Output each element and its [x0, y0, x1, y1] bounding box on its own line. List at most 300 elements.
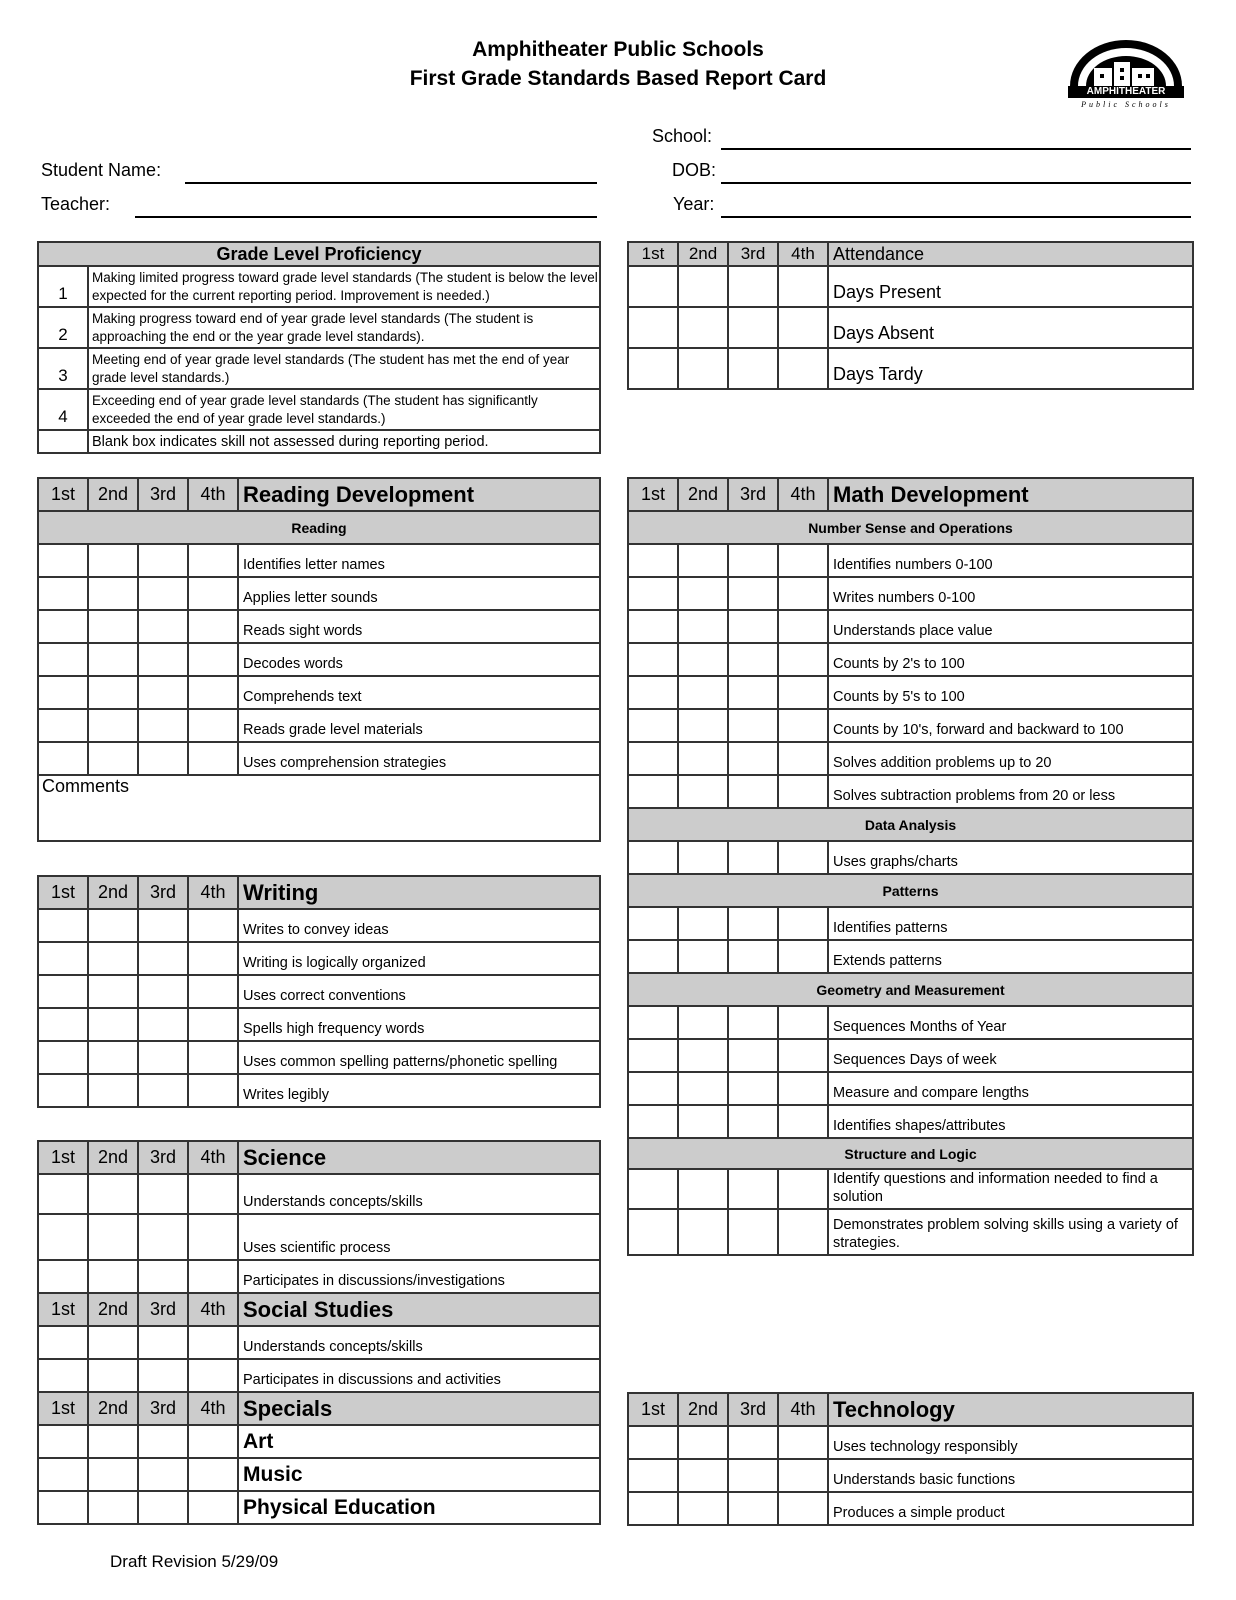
- grade-cell[interactable]: [778, 1006, 828, 1039]
- grade-cell[interactable]: [188, 577, 238, 610]
- school-name: Amphitheater Public Schools: [472, 38, 764, 61]
- quarter-header: 4th: [188, 478, 238, 511]
- quarter-header: 2nd: [88, 1293, 138, 1326]
- skill-label: Identify questions and information needed to find a solution: [828, 1169, 1193, 1209]
- grade-cell[interactable]: [38, 942, 88, 975]
- grade-cell[interactable]: [778, 577, 828, 610]
- year-input-line[interactable]: [721, 216, 1191, 218]
- grade-cell[interactable]: [778, 1072, 828, 1105]
- grade-cell[interactable]: [188, 610, 238, 643]
- grade-cell[interactable]: [138, 1458, 188, 1491]
- grade-cell[interactable]: [628, 709, 678, 742]
- grade-cell[interactable]: [678, 775, 728, 808]
- grade-cell[interactable]: [38, 1008, 88, 1041]
- quarter-header: 3rd: [728, 478, 778, 511]
- quarter-header: 4th: [188, 1293, 238, 1326]
- grade-cell[interactable]: [778, 610, 828, 643]
- grade-cell[interactable]: [188, 1359, 238, 1392]
- grade-cell[interactable]: [778, 775, 828, 808]
- grade-cell[interactable]: [38, 1458, 88, 1491]
- grade-cell[interactable]: [38, 577, 88, 610]
- grade-cell[interactable]: [188, 1214, 238, 1260]
- grade-cell[interactable]: [628, 610, 678, 643]
- school-label: School:: [652, 126, 713, 146]
- grade-cell[interactable]: [678, 1169, 728, 1209]
- teacher-input-line[interactable]: [135, 216, 597, 218]
- skill-label: Sequences Days of week: [828, 1039, 1193, 1072]
- grade-cell[interactable]: [778, 643, 828, 676]
- grade-cell[interactable]: [728, 1459, 778, 1492]
- grade-cell[interactable]: [138, 1425, 188, 1458]
- skill-label: Identifies letter names: [238, 544, 600, 577]
- grade-cell[interactable]: [38, 1425, 88, 1458]
- grade-cell[interactable]: [138, 1074, 188, 1107]
- grade-cell[interactable]: [138, 1214, 188, 1260]
- skill-label: Writes legibly: [238, 1074, 600, 1107]
- attendance-title: Attendance: [828, 242, 1193, 266]
- math-subheader: Structure and Logic: [628, 1138, 1193, 1169]
- grade-cell[interactable]: [628, 907, 678, 940]
- grade-cell[interactable]: [38, 676, 88, 709]
- grade-cell[interactable]: [88, 1260, 138, 1293]
- grade-cell[interactable]: [778, 742, 828, 775]
- math-subheader: Data Analysis: [628, 808, 1193, 841]
- skill-label: Writes numbers 0-100: [828, 577, 1193, 610]
- quarter-header: 3rd: [138, 876, 188, 909]
- grade-cell[interactable]: [138, 643, 188, 676]
- quarter-header: 1st: [628, 478, 678, 511]
- quarter-header: 1st: [38, 1293, 88, 1326]
- grade-cell[interactable]: [188, 676, 238, 709]
- draft-revision: Draft Revision 5/29/09: [110, 1552, 279, 1571]
- grade-cell[interactable]: [138, 909, 188, 942]
- district-logo: [1064, 38, 1188, 112]
- grade-cell[interactable]: [678, 676, 728, 709]
- proficiency-level-number: 2: [38, 307, 88, 348]
- skill-label: Identifies shapes/attributes: [828, 1105, 1193, 1138]
- grade-cell[interactable]: [628, 577, 678, 610]
- grade-cell[interactable]: [778, 1426, 828, 1459]
- grade-cell[interactable]: [38, 1074, 88, 1107]
- grade-cell[interactable]: [678, 610, 728, 643]
- grade-cell[interactable]: [628, 676, 678, 709]
- grade-cell[interactable]: [678, 907, 728, 940]
- grade-cell[interactable]: [88, 1174, 138, 1214]
- reading-comments-box[interactable]: [38, 775, 600, 841]
- grade-cell[interactable]: [88, 610, 138, 643]
- grade-cell[interactable]: [778, 1039, 828, 1072]
- skill-label: Uses comprehension strategies: [238, 742, 600, 775]
- proficiency-title: Grade Level Proficiency: [38, 242, 600, 266]
- science-title: Science: [238, 1141, 600, 1174]
- grade-cell[interactable]: [138, 1008, 188, 1041]
- grade-cell[interactable]: [628, 742, 678, 775]
- grade-cell[interactable]: [138, 1041, 188, 1074]
- skill-label: Writes to convey ideas: [238, 909, 600, 942]
- grade-cell[interactable]: [678, 643, 728, 676]
- grade-cell[interactable]: [778, 1492, 828, 1525]
- grade-cell[interactable]: [728, 1169, 778, 1209]
- skill-label: Participates in discussions/investigations: [238, 1260, 600, 1293]
- quarter-header: 1st: [38, 478, 88, 511]
- skill-label: Uses common spelling patterns/phonetic spelling: [238, 1041, 600, 1074]
- grade-cell[interactable]: [138, 544, 188, 577]
- grade-cell[interactable]: [628, 643, 678, 676]
- grade-cell[interactable]: [678, 709, 728, 742]
- quarter-header: 1st: [38, 1141, 88, 1174]
- skill-label: Extends patterns: [828, 940, 1193, 973]
- grade-cell[interactable]: [38, 643, 88, 676]
- grade-cell[interactable]: [628, 1459, 678, 1492]
- grade-cell[interactable]: [728, 775, 778, 808]
- grade-cell[interactable]: [138, 1359, 188, 1392]
- grade-cell[interactable]: [678, 1459, 728, 1492]
- quarter-header: 2nd: [88, 478, 138, 511]
- grade-cell[interactable]: [38, 610, 88, 643]
- quarter-header: 3rd: [138, 1141, 188, 1174]
- grade-cell[interactable]: [778, 1459, 828, 1492]
- science-social-specials-table: [37, 1140, 601, 1525]
- grade-cell[interactable]: [678, 742, 728, 775]
- attendance-row-label: Days Absent: [828, 307, 1193, 348]
- grade-cell[interactable]: [188, 1260, 238, 1293]
- quarter-header: 1st: [38, 876, 88, 909]
- grade-cell[interactable]: [728, 1105, 778, 1138]
- logo-subtext: Public Schools: [1081, 100, 1171, 109]
- grade-cell[interactable]: [678, 1072, 728, 1105]
- grade-cell[interactable]: [678, 577, 728, 610]
- quarter-header: 2nd: [88, 1141, 138, 1174]
- quarter-header: 2nd: [88, 876, 138, 909]
- grade-cell[interactable]: [88, 577, 138, 610]
- grade-cell[interactable]: [778, 1169, 828, 1209]
- grade-cell[interactable]: [88, 1008, 138, 1041]
- skill-label: Writing is logically organized: [238, 942, 600, 975]
- proficiency-level-number: 4: [38, 389, 88, 430]
- skill-label: Decodes words: [238, 643, 600, 676]
- grade-cell[interactable]: [138, 676, 188, 709]
- grade-cell[interactable]: [728, 1492, 778, 1525]
- quarter-header: 4th: [188, 1392, 238, 1425]
- proficiency-level-text: Meeting end of year grade level standards (The student has met the end of year grade level standards.): [88, 348, 600, 389]
- grade-cell[interactable]: [138, 1491, 188, 1524]
- proficiency-level-number: 3: [38, 348, 88, 389]
- special-subject-label: Physical Education: [238, 1491, 600, 1524]
- grade-cell[interactable]: [88, 742, 138, 775]
- skill-label: Identifies patterns: [828, 907, 1193, 940]
- grade-cell[interactable]: [38, 1359, 88, 1392]
- grade-cell[interactable]: [628, 1072, 678, 1105]
- special-subject-label: Music: [238, 1458, 600, 1491]
- grade-cell[interactable]: [88, 1425, 138, 1458]
- grade-cell[interactable]: [188, 1074, 238, 1107]
- quarter-header: 1st: [628, 1393, 678, 1426]
- grade-cell[interactable]: [728, 643, 778, 676]
- grade-cell[interactable]: [778, 1209, 828, 1255]
- grade-cell[interactable]: [188, 1041, 238, 1074]
- grade-cell[interactable]: [628, 775, 678, 808]
- grade-cell[interactable]: [728, 1072, 778, 1105]
- grade-cell[interactable]: [778, 940, 828, 973]
- skill-label: Sequences Months of Year: [828, 1006, 1193, 1039]
- grade-cell[interactable]: [38, 1041, 88, 1074]
- grade-cell[interactable]: [728, 841, 778, 874]
- grade-cell[interactable]: [628, 1169, 678, 1209]
- grade-cell[interactable]: [88, 1491, 138, 1524]
- grade-cell[interactable]: [188, 1491, 238, 1524]
- grade-cell[interactable]: [678, 1492, 728, 1525]
- grade-cell[interactable]: [38, 909, 88, 942]
- skill-label: Applies letter sounds: [238, 577, 600, 610]
- grade-cell[interactable]: [88, 909, 138, 942]
- student-name-input-line[interactable]: [185, 182, 597, 184]
- quarter-header: 3rd: [138, 1392, 188, 1425]
- grade-cell[interactable]: [678, 1006, 728, 1039]
- math-title: Math Development: [828, 478, 1193, 511]
- grade-cell[interactable]: [778, 348, 828, 389]
- quarter-header: 3rd: [728, 242, 778, 266]
- skill-label: Counts by 2's to 100: [828, 643, 1193, 676]
- grade-cell[interactable]: [678, 348, 728, 389]
- skill-label: Reads sight words: [238, 610, 600, 643]
- grade-cell[interactable]: [38, 1260, 88, 1293]
- grade-cell[interactable]: [728, 1426, 778, 1459]
- skill-label: Understands concepts/skills: [238, 1174, 600, 1214]
- grade-cell[interactable]: [728, 544, 778, 577]
- math-subheader: Geometry and Measurement: [628, 973, 1193, 1006]
- grade-cell[interactable]: [38, 544, 88, 577]
- grade-cell[interactable]: [628, 1209, 678, 1255]
- skill-label: Counts by 5's to 100: [828, 676, 1193, 709]
- grade-cell[interactable]: [778, 266, 828, 307]
- attendance-row-label: Days Tardy: [828, 348, 1193, 389]
- comments-label: Comments: [42, 776, 130, 796]
- grade-cell[interactable]: [678, 1426, 728, 1459]
- specials-title: Specials: [238, 1392, 600, 1425]
- grade-cell[interactable]: [678, 266, 728, 307]
- reading-table: [37, 477, 601, 842]
- grade-cell[interactable]: [728, 1039, 778, 1072]
- grade-cell[interactable]: [678, 307, 728, 348]
- skill-label: Reads grade level materials: [238, 709, 600, 742]
- grade-cell[interactable]: [188, 1174, 238, 1214]
- grade-cell[interactable]: [138, 742, 188, 775]
- math-table: [627, 477, 1194, 1256]
- quarter-header: 1st: [628, 242, 678, 266]
- dob-label: DOB:: [672, 160, 717, 180]
- grade-cell[interactable]: [38, 709, 88, 742]
- grade-cell[interactable]: [88, 1214, 138, 1260]
- technology-table: [627, 1392, 1194, 1526]
- skill-label: Solves addition problems up to 20: [828, 742, 1193, 775]
- grade-cell[interactable]: [188, 975, 238, 1008]
- grade-cell[interactable]: [628, 1039, 678, 1072]
- grade-cell[interactable]: [678, 841, 728, 874]
- grade-cell[interactable]: [88, 709, 138, 742]
- attendance-table: [627, 241, 1194, 390]
- grade-cell[interactable]: [778, 907, 828, 940]
- grade-cell[interactable]: [38, 742, 88, 775]
- grade-cell[interactable]: [88, 1074, 138, 1107]
- skill-label: Measure and compare lengths: [828, 1072, 1193, 1105]
- quarter-header: 3rd: [138, 1293, 188, 1326]
- grade-cell[interactable]: [88, 1326, 138, 1359]
- proficiency-level-text: Making limited progress toward grade level standards (The student is below the level expected for the current reporting period. Improvement is needed.): [88, 266, 600, 307]
- skill-label: Uses correct conventions: [238, 975, 600, 1008]
- school-input-line[interactable]: [721, 148, 1191, 150]
- grade-cell[interactable]: [138, 577, 188, 610]
- grade-cell[interactable]: [778, 307, 828, 348]
- grade-cell[interactable]: [778, 544, 828, 577]
- quarter-header: 4th: [188, 1141, 238, 1174]
- grade-cell[interactable]: [38, 1214, 88, 1260]
- writing-title: Writing: [238, 876, 600, 909]
- dob-input-line[interactable]: [721, 182, 1191, 184]
- grade-cell[interactable]: [628, 1426, 678, 1459]
- student-name-label: Student Name:: [41, 160, 162, 180]
- skill-label: Identifies numbers 0-100: [828, 544, 1193, 577]
- grade-cell[interactable]: [728, 610, 778, 643]
- quarter-header: 4th: [778, 1393, 828, 1426]
- skill-label: Understands basic functions: [828, 1459, 1193, 1492]
- grade-cell[interactable]: [138, 709, 188, 742]
- grade-cell[interactable]: [188, 643, 238, 676]
- skill-label: Spells high frequency words: [238, 1008, 600, 1041]
- grade-cell[interactable]: [38, 1174, 88, 1214]
- grade-cell[interactable]: [678, 1039, 728, 1072]
- grade-cell[interactable]: [728, 1006, 778, 1039]
- grade-cell[interactable]: [728, 742, 778, 775]
- grade-cell[interactable]: [778, 709, 828, 742]
- grade-cell[interactable]: [728, 577, 778, 610]
- quarter-header: 1st: [38, 1392, 88, 1425]
- grade-cell[interactable]: [188, 1425, 238, 1458]
- writing-table: [37, 875, 601, 1108]
- grade-cell[interactable]: [728, 307, 778, 348]
- proficiency-level-text: Exceeding end of year grade level standards (The student has significantly exceeded the end of year grade level standards.): [88, 389, 600, 430]
- proficiency-table: [37, 241, 601, 454]
- grade-cell[interactable]: [38, 975, 88, 1008]
- grade-cell[interactable]: [678, 544, 728, 577]
- skill-label: Uses graphs/charts: [828, 841, 1193, 874]
- grade-cell[interactable]: [188, 942, 238, 975]
- grade-cell[interactable]: [138, 1260, 188, 1293]
- skill-label: Comprehends text: [238, 676, 600, 709]
- grade-cell[interactable]: [88, 676, 138, 709]
- grade-cell[interactable]: [778, 1105, 828, 1138]
- grade-cell[interactable]: [88, 544, 138, 577]
- year-label: Year:: [673, 194, 715, 214]
- grade-cell[interactable]: [138, 610, 188, 643]
- quarter-header: 2nd: [678, 242, 728, 266]
- proficiency-level-number: 1: [38, 266, 88, 307]
- quarter-header: 2nd: [678, 1393, 728, 1426]
- grade-cell[interactable]: [188, 544, 238, 577]
- grade-cell[interactable]: [728, 266, 778, 307]
- grade-cell[interactable]: [188, 1326, 238, 1359]
- grade-cell[interactable]: [88, 975, 138, 1008]
- grade-cell[interactable]: [188, 909, 238, 942]
- grade-cell[interactable]: [728, 709, 778, 742]
- grade-cell[interactable]: [88, 1359, 138, 1392]
- grade-cell[interactable]: [728, 940, 778, 973]
- grade-cell[interactable]: [88, 1041, 138, 1074]
- grade-cell[interactable]: [728, 907, 778, 940]
- grade-cell[interactable]: [628, 1105, 678, 1138]
- grade-cell[interactable]: [628, 307, 678, 348]
- skill-label: Understands place value: [828, 610, 1193, 643]
- skill-label: Solves subtraction problems from 20 or less: [828, 775, 1193, 808]
- grade-cell[interactable]: [138, 1174, 188, 1214]
- grade-cell[interactable]: [778, 841, 828, 874]
- special-subject-label: Art: [238, 1425, 600, 1458]
- grade-cell[interactable]: [628, 1006, 678, 1039]
- skill-label: Uses technology responsibly: [828, 1426, 1193, 1459]
- teacher-label: Teacher:: [41, 194, 111, 214]
- grade-cell[interactable]: [628, 940, 678, 973]
- math-subheader: Patterns: [628, 874, 1193, 907]
- grade-cell[interactable]: [188, 709, 238, 742]
- quarter-header: 4th: [188, 876, 238, 909]
- grade-cell[interactable]: [88, 643, 138, 676]
- grade-cell[interactable]: [728, 676, 778, 709]
- grade-cell[interactable]: [628, 1492, 678, 1525]
- grade-cell[interactable]: [38, 1491, 88, 1524]
- grade-cell[interactable]: [88, 942, 138, 975]
- grade-cell[interactable]: [778, 676, 828, 709]
- grade-cell[interactable]: [138, 975, 188, 1008]
- reading-title: Reading Development: [238, 478, 600, 511]
- proficiency-level-text: Making progress toward end of year grade level standards (The student is approaching the end or the year grade level standards).: [88, 307, 600, 348]
- quarter-header: 4th: [778, 478, 828, 511]
- quarter-header: 2nd: [88, 1392, 138, 1425]
- grade-cell[interactable]: [138, 942, 188, 975]
- blank-box-note: Blank box indicates skill not assessed during reporting period.: [88, 430, 600, 453]
- attendance-row-label: Days Present: [828, 266, 1193, 307]
- quarter-header: 3rd: [138, 478, 188, 511]
- grade-cell[interactable]: [628, 348, 678, 389]
- grade-cell[interactable]: [728, 1209, 778, 1255]
- reading-subheader: Reading: [38, 511, 600, 544]
- skill-label: Uses scientific process: [238, 1214, 600, 1260]
- technology-title: Technology: [828, 1393, 1193, 1426]
- quarter-header: 3rd: [728, 1393, 778, 1426]
- quarter-header: 2nd: [678, 478, 728, 511]
- social-studies-title: Social Studies: [238, 1293, 600, 1326]
- skill-label: Produces a simple product: [828, 1492, 1193, 1525]
- math-subheader: Number Sense and Operations: [628, 511, 1193, 544]
- logo-text: AMPHITHEATER: [1086, 86, 1166, 97]
- grade-cell[interactable]: [188, 1008, 238, 1041]
- grade-cell[interactable]: [678, 1105, 728, 1138]
- grade-cell[interactable]: [678, 1209, 728, 1255]
- grade-cell[interactable]: [678, 940, 728, 973]
- grade-cell[interactable]: [38, 1326, 88, 1359]
- skill-label: Understands concepts/skills: [238, 1326, 600, 1359]
- grade-cell[interactable]: [188, 1458, 238, 1491]
- report-title: First Grade Standards Based Report Card: [409, 67, 827, 90]
- skill-label: Demonstrates problem solving skills using a variety of strategies.: [828, 1209, 1193, 1255]
- grade-cell[interactable]: [728, 348, 778, 389]
- quarter-header: 4th: [778, 242, 828, 266]
- grade-cell[interactable]: [138, 1326, 188, 1359]
- skill-label: Participates in discussions and activities: [238, 1359, 600, 1392]
- grade-cell[interactable]: [88, 1458, 138, 1491]
- grade-cell[interactable]: [628, 841, 678, 874]
- grade-cell[interactable]: [628, 266, 678, 307]
- grade-cell[interactable]: [188, 742, 238, 775]
- grade-cell[interactable]: [628, 544, 678, 577]
